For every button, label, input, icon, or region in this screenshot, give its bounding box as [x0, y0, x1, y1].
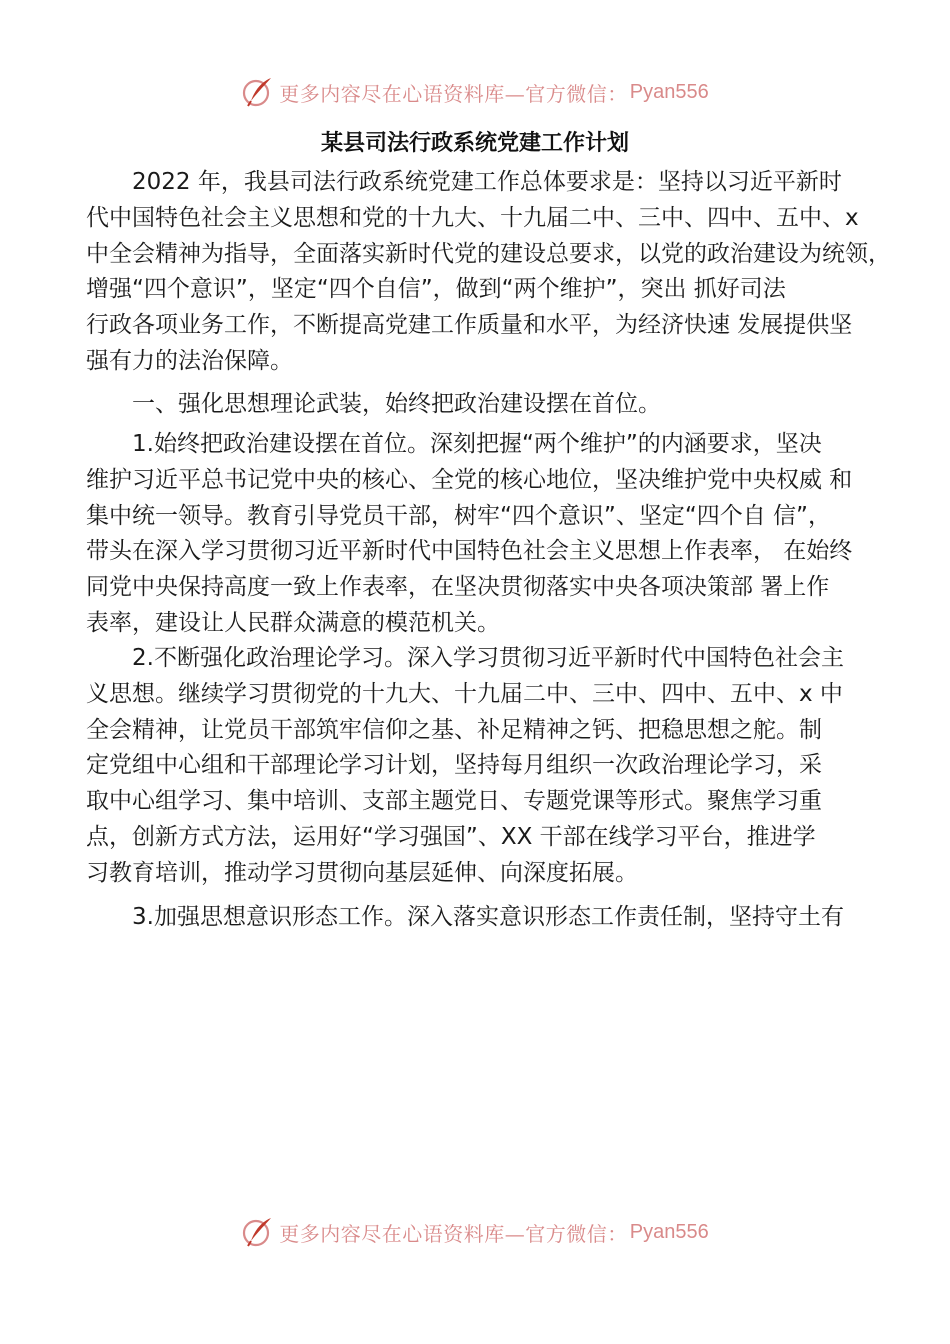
text-line: 集中统一领导。教育引导党员干部，树牢“四个意识”、坚定“四个自 信”， [86, 502, 831, 529]
text-line: 代中国特色社会主义思想和党的十九大、十九届二中、三中、四中、五中、x [86, 204, 859, 231]
watermark-slogan: 更多内容尽在心语资料库—官方微信： [279, 81, 628, 106]
text-line: 同党中央保持高度一致上作表率，在坚决贯彻落实中央各项决策部 署上作 [86, 574, 830, 601]
text-line: 带头在深入学习贯彻习近平新时代中国特色社会主义思想上作表率， 在始终 [86, 538, 853, 565]
text-line: 全会精神，让党员干部筑牢信仰之基、补足精神之钙、把稳思想之舵。制 [86, 716, 822, 743]
watermark-handle: Pyan556 [629, 1220, 709, 1243]
paragraph-intro [86, 165, 891, 380]
text-line: 2.不断强化政治理论学习。深入学习贯彻习近平新时代中国特色社会主 [132, 645, 844, 671]
watermark-slogan: 更多内容尽在心语资料库—官方微信： [279, 1221, 628, 1246]
text-line: 取中心组学习、集中培训、支部主题党日、专题党课等形式。聚焦学习重 [86, 788, 822, 815]
paragraph-item-3 [86, 900, 876, 936]
text-line: 3.加强思想意识形态工作。深入落实意识形态工作责任制，坚持守土有 [132, 904, 844, 930]
paragraph-item-2 [86, 641, 876, 892]
watermark-banner-top [0, 72, 950, 112]
watermark-handle: Pyan556 [629, 80, 709, 103]
text-line: 增强“四个意识”，坚定“四个自信”，做到“两个维护”，突出 抓好司法 [86, 276, 786, 303]
quill-logo-icon [241, 75, 275, 109]
section-heading-1 [86, 387, 876, 423]
text-line: 义思想。继续学习贯彻党的十九大、十九届二中、三中、四中、五中、x 中 [86, 680, 843, 707]
text-line: 习教育培训，推动学习贯彻向基层延伸、向深度拓展。 [86, 859, 638, 886]
quill-logo-icon [241, 1215, 275, 1249]
text-line: 2022 年，我县司法行政系统党建工作总体要求是：坚持以习近平新时 [132, 169, 842, 195]
paragraph-item-1 [86, 427, 876, 642]
text-line: 点，创新方式方法，运用好“学习强国”、XX 干部在线学习平台，推进学 [86, 823, 816, 850]
text-line: 定党组中心组和干部理论学习计划，坚持每月组织一次政治理论学习，采 [86, 752, 822, 779]
text-line: 维护习近平总书记党中央的核心、全党的核心地位，坚决维护党中央权威 和 [86, 466, 853, 493]
text-line: 1.始终把政治建设摆在首位。深刻把握“两个维护”的内涵要求，坚决 [132, 431, 822, 457]
document-title: 某县司法行政系统党建工作计划 [320, 131, 629, 156]
text-line: 行政各项业务工作，不断提高党建工作质量和水平，为经济快速 发展提供坚 [86, 312, 853, 339]
watermark-banner-bottom [0, 1212, 950, 1252]
text-line: 中全会精神为指导，全面落实新时代党的建设总要求，以党的政治建设为统领， [86, 240, 891, 267]
text-line: 强有力的法治保障。 [86, 347, 293, 374]
section-heading-text: 一、强化思想理论武装，始终把政治建设摆在首位。 [132, 391, 661, 417]
text-line: 表率，建设让人民群众满意的模范机关。 [86, 609, 500, 636]
